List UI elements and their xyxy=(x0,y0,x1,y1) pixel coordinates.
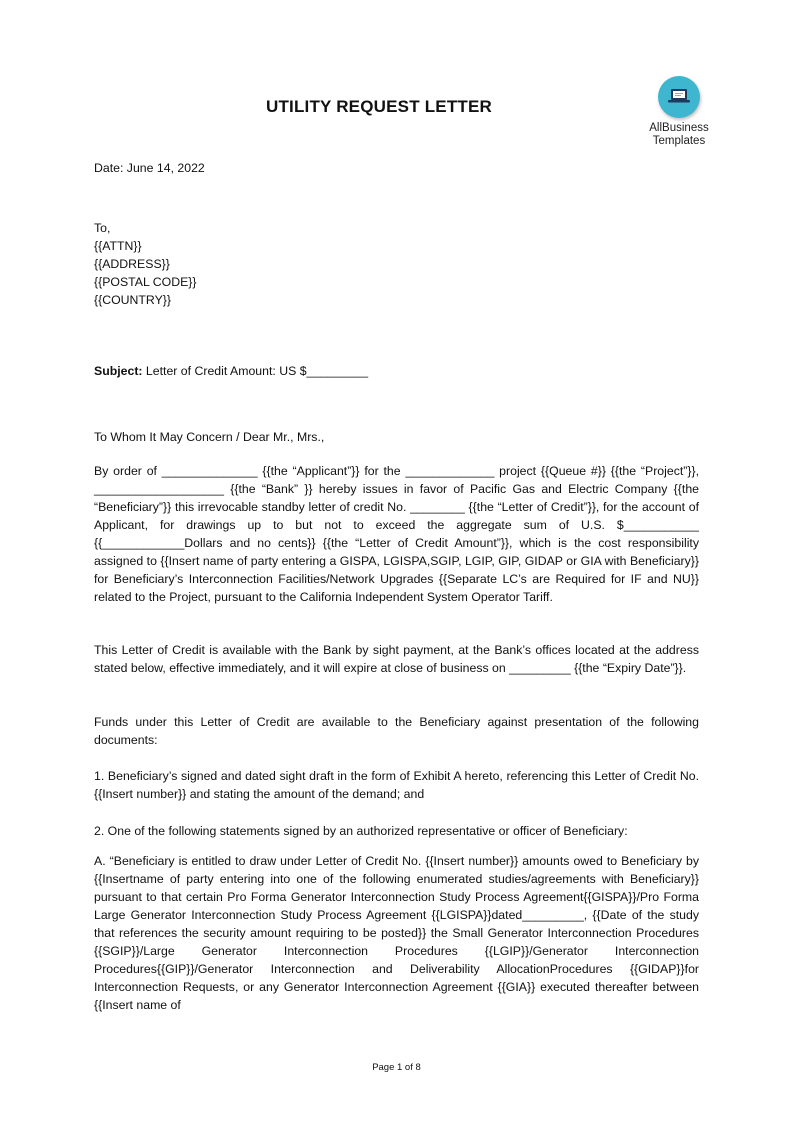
paragraph-item-1: 1. Beneficiary’s signed and dated sight draft in the form of Exhibit A hereto, referencing this Letter of Credit No. {{Insert number}} and stating the amount of the demand; and xyxy=(94,769,699,801)
logo-circle xyxy=(658,76,700,118)
paragraph-statement-a: A. “Beneficiary is entitled to draw under Letter of Credit No. {{Insert number}} amounts owed to Beneficiary by {{Insertname of party entering into one of the following enumerated studies/agreements with Beneficiary}} pursuant to that certain Pro Forma Generator Interconnection Study Process Agreement{{GISPA}}/Pro Forma Large Generator Interconnection Study Process Agreement {{LGISPA}}dated_________, {{Date of the study that references the security amount requiring to be posted}} the Small Generator Interconnection Procedures {{SGIP}}/Large Generator Interconnection Procedures {{LGIP}}/Generator Interconnection Procedures{{GIP}}/Generator Interconnection and Deliverability AllocationProcedures {{GIDAP}}for Interconnection Requests, or any Generator Interconnection Agreement {{GIA}} executed thereafter between {{Insert name of xyxy=(94,854,699,1012)
logo-text-line1: AllBusiness xyxy=(649,122,709,134)
address-line: {{ADDRESS}} xyxy=(94,257,170,271)
page-number: Page 1 of 8 xyxy=(372,1062,421,1073)
subject-line xyxy=(94,362,699,380)
subject-text: Letter of Credit Amount: US $_________ xyxy=(142,364,369,378)
paragraph-item-2: 2. One of the following statements signed by an authorized representative or officer of Beneficiary: xyxy=(94,824,628,838)
paragraph-availability: This Letter of Credit is available with the Bank by sight payment, at the Bank’s offices located at the address stated below, effective immediately, and it will expire at close of business on _________ {{the “Expiry Date”}}. xyxy=(94,643,699,675)
company-logo xyxy=(636,74,722,148)
salutation: To Whom It May Concern / Dear Mr., Mrs., xyxy=(94,430,325,444)
address-line: {{COUNTRY}} xyxy=(94,293,172,307)
address-line: {{ATTN}} xyxy=(94,239,142,253)
laptop-icon xyxy=(667,87,691,105)
address-line: {{POSTAL CODE}} xyxy=(94,275,197,289)
address-line: To, xyxy=(94,221,111,235)
document-title: UTILITY REQUEST LETTER xyxy=(265,97,493,116)
logo-text-line2: Templates xyxy=(652,135,706,147)
subject-label: Subject: xyxy=(94,364,143,378)
letter-date: Date: June 14, 2022 xyxy=(94,161,205,175)
recipient-address xyxy=(94,219,699,309)
paragraph-order: By order of ______________ {{the “Applicant”}} for the _____________ project {{Queue #}} {{the “Project”}}, ___________________ {{the “Bank” }} hereby issues in favor of Pacific Gas and Electric Company {{the “Beneficiary”}} this irrevocable standby letter of credit No. ________ {{the “Letter of Credit”}}, for the account of Applicant, for drawings up to but not to exceed the aggregate sum of U.S. $___________ {{____________Dollars and no cents}} {{the “Letter of Credit Amount”}}, which is the cost responsibility assigned to {{Insert name of party entering a GISPA, LGISPA,SGIP, LGIP, GIP, GIDAP or GIA with Beneficiary}} for Beneficiary’s Interconnection Facilities/Network Upgrades {{Separate LC’s are Required for IF and NU}} related to the Project, pursuant to the California Independent System Operator Tariff. xyxy=(94,464,699,604)
paragraph-funds: Funds under this Letter of Credit are available to the Beneficiary against presentation of the following documents: xyxy=(94,715,699,747)
